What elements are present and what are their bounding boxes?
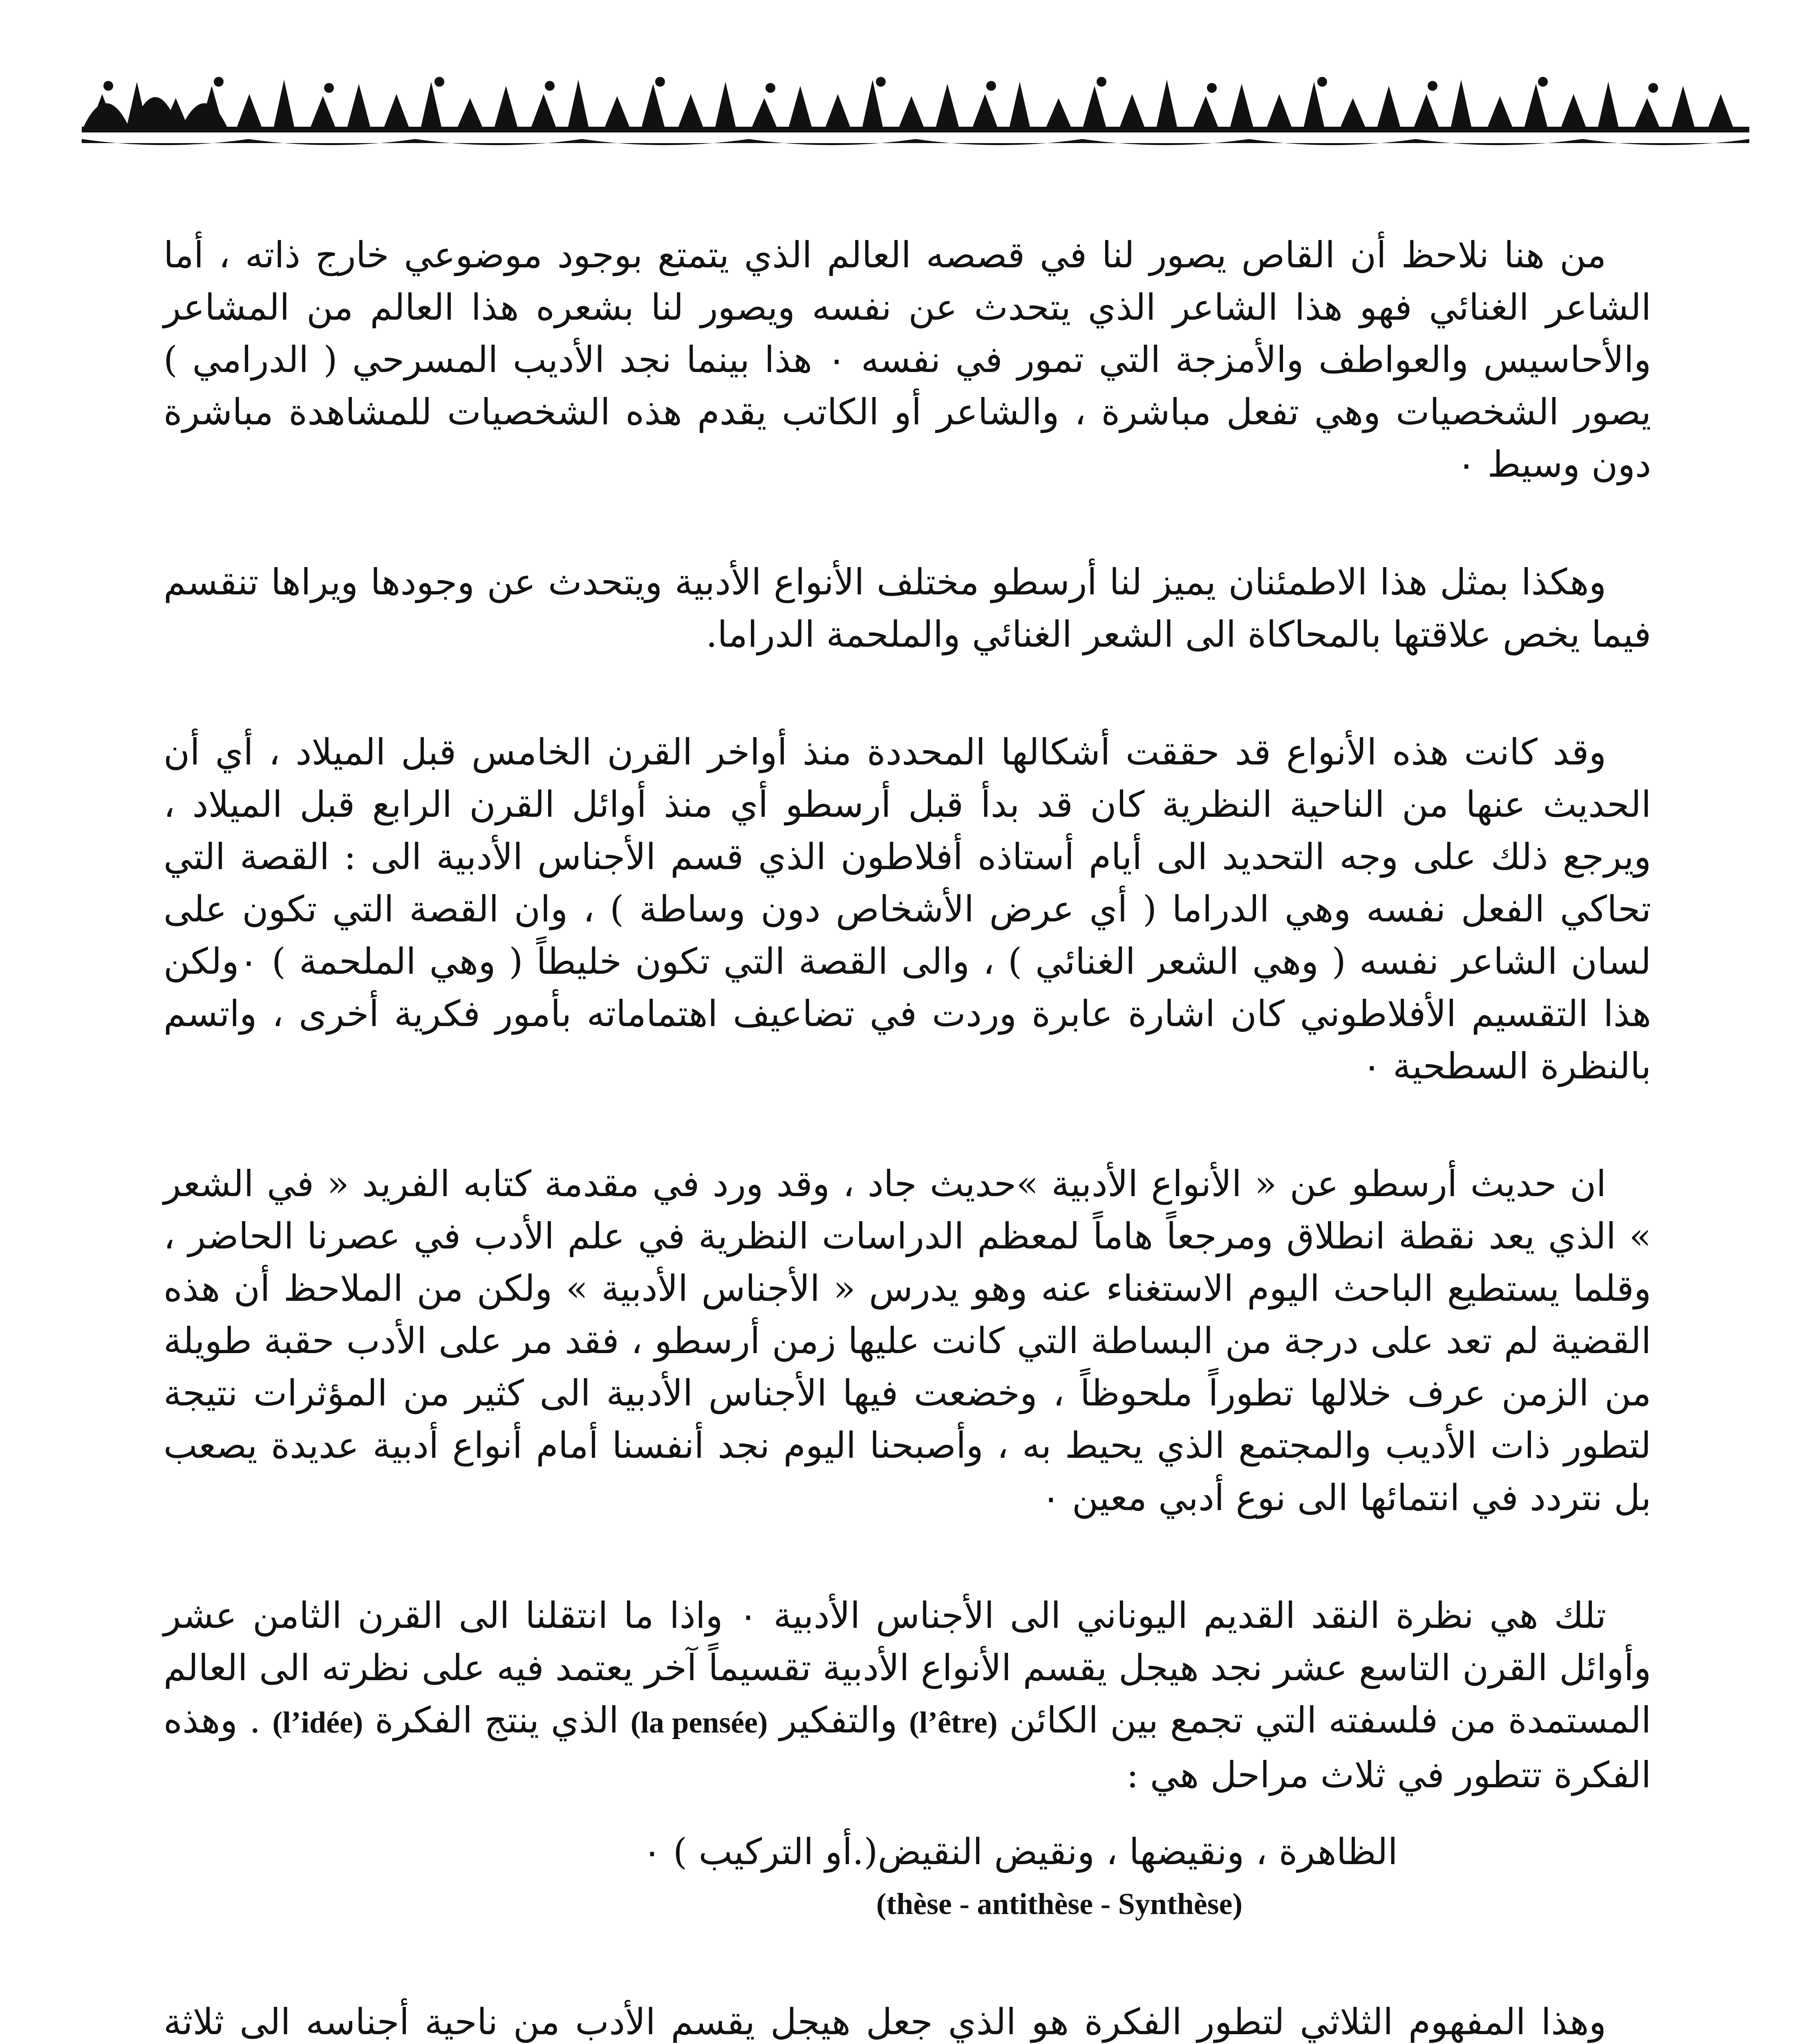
paragraph-final: وهذا المفهوم الثلاثي لتطور الفكرة هو الذي جعل هيجل يقسم الأدب من ناحية أجناسه الى ثلاثة — [163, 2001, 1606, 2043]
decorative-header-ornament — [82, 69, 1749, 155]
paragraph-hegel — [163, 1589, 1651, 1801]
page-body — [163, 229, 1651, 2044]
hegel-text-part2: والتفكير — [779, 1699, 898, 1741]
term-idee: (l’idée) — [272, 1706, 363, 1739]
stages-arabic: الظاهرة ، ونقيضها ، ونقيض النقيض(.أو التركيب ) ٠ — [642, 1831, 1398, 1873]
hegel-text-part3: الذي ينتج الفكرة — [375, 1699, 619, 1741]
paragraph-2: وهكذا بمثل هذا الاطمئنان يميز لنا أرسطو مختلف الأنواع الأدبية ويتحدث عن وجودها ويراها تنقسم فيما يخص علاقتها بالمحاكاة الى الشعر الغنائي والملحمة الدراما. — [163, 561, 1651, 655]
paragraph-1: من هنا نلاحظ أن القاص يصور لنا في قصصه العالم الذي يتمتع بوجود موضوعي خارج ذاته ، أما الشاعر الغنائي فهو هذا الشاعر الذي يتحدث عن نفسه ويصور لنا بشعره هذا العالم من المشاعر والأحاسيس والعواطف والأمزجة التي تمور في نفسه ٠ هذا بينما نجد الأديب المسرحي ( الدرامي ) يصور الشخصيات وهي تفعل مباشرة ، والشاعر أو الكاتب يقدم هذه الشخصيات للمشاهدة مباشرة دون وسيط ٠ — [163, 234, 1651, 485]
term-pensee: (la pensée) — [630, 1706, 768, 1739]
hegel-text-part4: . وهذه الفكرة تتطور في ثلاث مراحل هي : — [163, 1699, 1651, 1796]
term-etre: (l’être) — [909, 1706, 998, 1739]
paragraph-4: ان حديث أرسطو عن « الأنواع الأدبية »حديث جاد ، وقد ورد في مقدمة كتابه الفريد « في الشعر » الذي يعد نقطة انطلاق ومرجعاً هاماً لمعظم الدراسات النظرية في علم الأدب في عصرنا الحاضر ، وقلما يستطيع الباحث اليوم الاستغناء عنه وهو يدرس « الأجناس الأدبية » ولكن من الملاحظ أن هذه القضية لم تعد على درجة من البساطة التي كانت عليها زمن أرسطو ، فقد مر على الأدب حقبة طويلة من الزمن عرف خلالها تطوراً ملحوظاً ، وخضعت فيها الأجناس الأدبية الى كثير من المؤثرات نتيجة لتطور ذات الأديب والمجتمع الذي يحيط به ، وأصبحنا اليوم نجد أنفسنا أمام أنواع أدبية عديدة يصعب بل نتردد في انتمائها الى نوع أدبي معين ٠ — [163, 1163, 1651, 1519]
paragraph-3: وقد كانت هذه الأنواع قد حققت أشكالها المحددة منذ أواخر القرن الخامس قبل الميلاد ، أي أن الحديث عنها من الناحية النظرية كان قد بدأ قبل أرسطو أي منذ أوائل القرن الرابع قبل الميلاد ، ويرجع ذلك على وجه التحديد الى أيام أستاذه أفلاطون الذي قسم الأجناس الأدبية الى : القصة التي تحاكي الفعل نفسه وهي الدراما ( أي عرض الأشخاص دون وساطة ) ، وان القصة التي تكون على لسان الشاعر نفسه ( وهي الشعر الغنائي ) ، والى القصة التي تكون خليطاً ( وهي الملحمة ) ٠ولكن هذا التقسيم الأفلاطوني كان اشارة عابرة وردت في تضاعيف اهتماماته بأمور فكرية أخرى ، واتسم بالنظرة السطحية ٠ — [163, 731, 1652, 1087]
stages-block — [163, 1826, 1651, 1930]
stages-french: (thèse - antithèse - Synthèse) — [876, 1887, 1242, 1921]
hegel-text-part1: تلك هي نظرة النقد القديم اليوناني الى الأجناس الأدبية ٠ واذا ما انتقلنا الى القرن الثامن عشر وأوائل القرن التاسع عشر نجد هيجل يقسم الأنواع الأدبية تقسيماً آخر يعتمد فيه على نظرته الى العالم المستمدة من فلسفته التي تجمع بين الكائن — [163, 1594, 1651, 1741]
